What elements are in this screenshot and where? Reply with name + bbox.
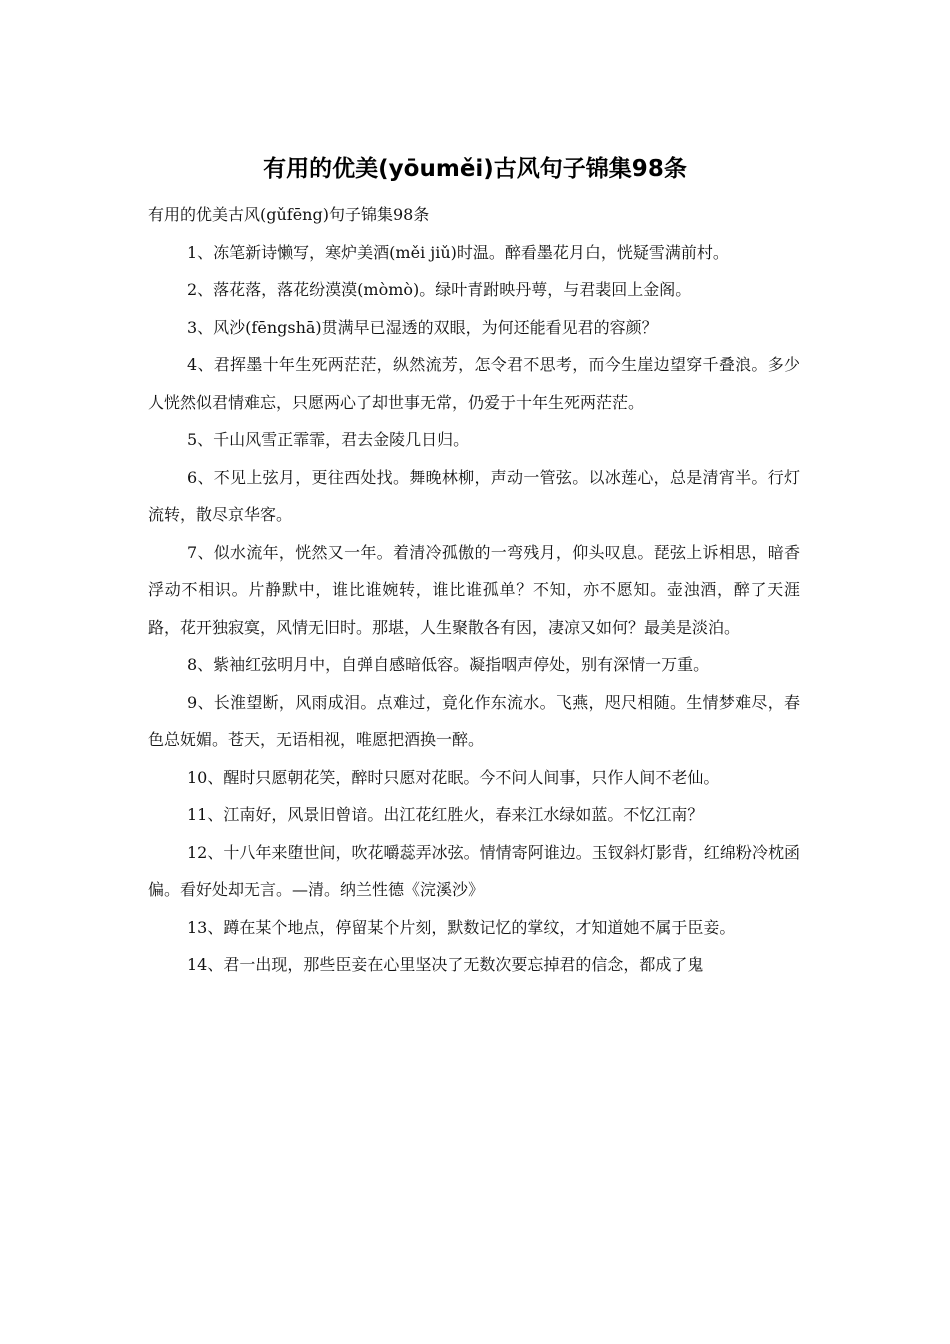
list-item: 13、蹲在某个地点，停留某个片刻，默数记忆的掌纹，才知道她不属于臣妾。 [187,917,736,937]
list-item: 4、君挥墨十年生死两茫茫，纵然流芳，怎令君不思考，而今生崖边望穿千叠浪。多少人恍然似君情难忘，只愿两心了却世事无常，仍爱于十年生死两茫茫。 [148,355,800,412]
list-item: 12、十八年来堕世间，吹花嚼蕊弄冰弦。情情寄阿谁边。玉钗斜灯影背，红绵粉冷枕函偏。看好处却无言。—清。纳兰性德《浣溪沙》 [148,842,800,899]
list-item: 11、江南好，风景旧曾谙。出江花红胜火，春来江水绿如蓝。不忆江南？ [187,805,704,824]
list-item: 5、千山风雪正霏霏，君去金陵几日归。 [187,430,470,449]
list-item: 2、落花落，落花纷漠漠(mòmò)。绿叶青跗映丹萼，与君裴回上金阁。 [187,280,692,299]
list-item: 9、长淮望断，风雨成泪。点难过，竟化作东流水。飞燕，咫尺相随。生情梦难尽，春色总妩媚。苍天，无语相视，唯愿把酒换一醉。 [148,692,800,749]
document-subtitle: 有用的优美古风(gǔfēng)句子锦集98条 [148,205,430,224]
list-item: 8、紫袖红弦明月中，自弹自感暗低容。凝指咽声停处，别有深情一万重。 [187,655,710,674]
list-item: 1、冻笔新诗懒写，寒炉美酒(měi jiǔ)时温。醉看墨花月白，恍疑雪满前村。 [187,242,729,262]
list-item: 3、风沙(fēngshā)贯满早已湿透的双眼，为何还能看见君的容颜？ [187,317,658,337]
list-item: 10、醒时只愿朝花笑，醉时只愿对花眠。今不问人间事，只作人间不老仙。 [187,767,720,787]
document-title: 有用的优美(yōuměi)古风句子锦集98条 [263,156,687,182]
list-item: 14、君一出现，那些臣妾在心里坚决了无数次要忘掉君的信念，都成了鬼 [187,955,704,974]
list-item: 6、不见上弦月，更往西处找。舞晚林柳，声动一管弦。以冰莲心，总是清宵半。行灯流转，散尽京华客。 [148,467,800,524]
document-body [148,196,800,984]
list-item: 7、似水流年，恍然又一年。着清冷孤傲的一弯残月，仰头叹息。琵弦上诉相思，暗香浮动不相识。片静默中，谁比谁婉转，谁比谁孤单？不知，亦不愿知。壶浊酒，醉了天涯路，花开独寂寞，风情无旧时。那堪，人生聚散各有因，凄凉又如何？最美是淡泊。 [148,542,800,637]
